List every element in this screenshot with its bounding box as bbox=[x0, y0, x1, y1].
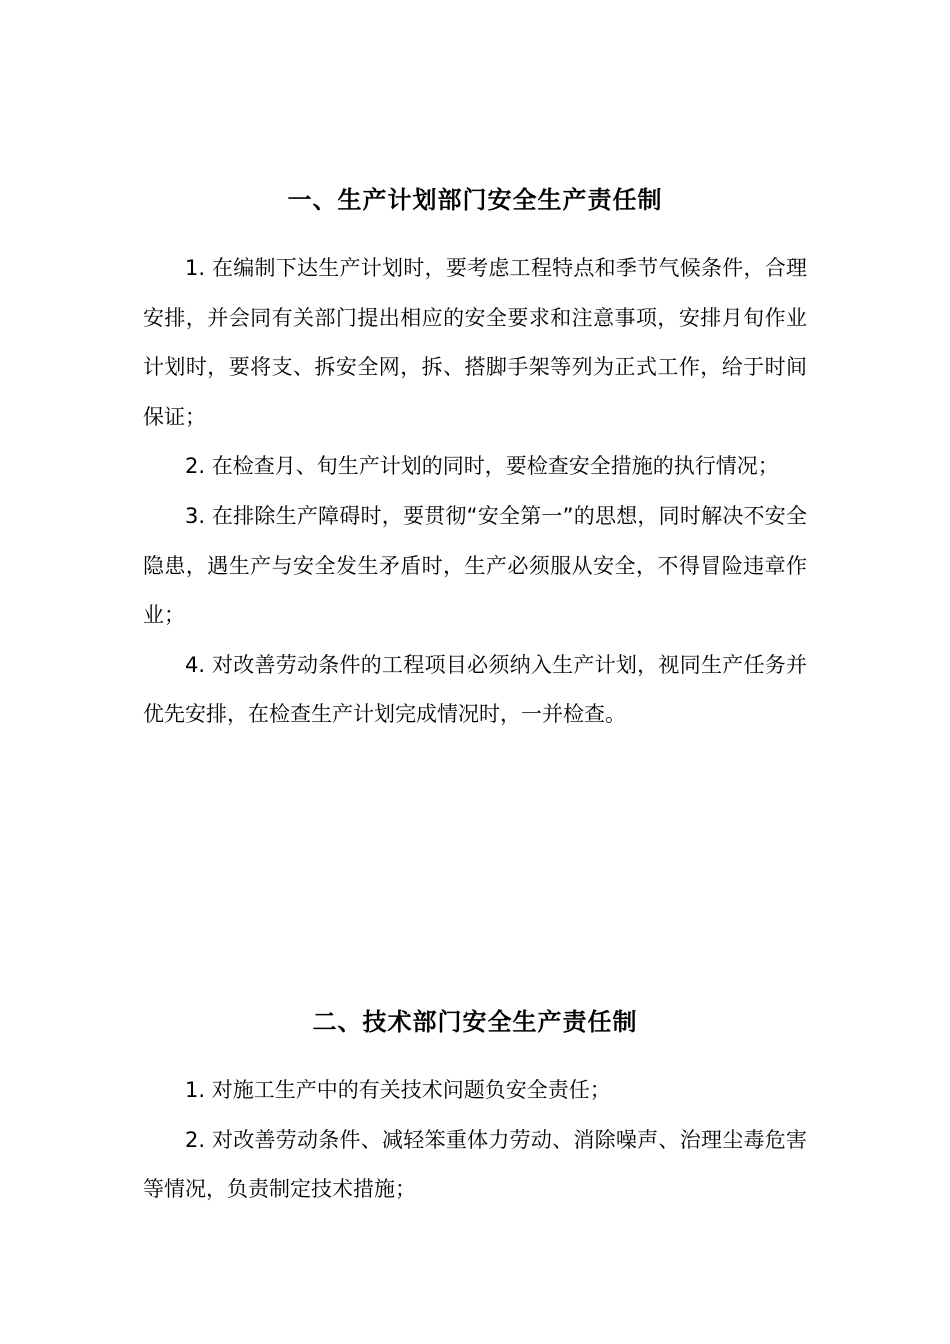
paragraph-item: 3. 在排除生产障碍时，要贯彻“安全第一”的思想，同时解决不安全隐患，遇生产与安全发生矛盾时，生产必须服从安全，不得冒险违章作业； bbox=[143, 503, 807, 628]
paragraph-item: 2. 对改善劳动条件、减轻笨重体力劳动、消除噪声、治理尘毒危害等情况，负责制定技术措施； bbox=[143, 1127, 807, 1202]
paragraph-item: 2. 在检查月、旬生产计划的同时，要检查安全措施的执行情况； bbox=[185, 454, 779, 479]
paragraph-item: 1. 在编制下达生产计划时，要考虑工程特点和季节气候条件，合理安排，并会同有关部门提出相应的安全要求和注意事项，安排月旬作业计划时，要将支、拆安全网，拆、搭脚手架等列为正式工作，给于时间保证； bbox=[143, 256, 807, 429]
section-heading: 二、技术部门安全生产责任制 bbox=[312, 1008, 638, 1036]
section-technical-department bbox=[143, 1002, 807, 1215]
paragraph-item: 1. 对施工生产中的有关技术问题负安全责任； bbox=[185, 1078, 611, 1102]
section-heading: 一、生产计划部门安全生产责任制 bbox=[287, 186, 663, 214]
paragraph-item: 4. 对改善劳动条件的工程项目必须纳入生产计划，视同生产任务并优先安排，在检查生产计划完成情况时，一并检查。 bbox=[143, 652, 807, 727]
section-production-planning bbox=[143, 180, 807, 740]
